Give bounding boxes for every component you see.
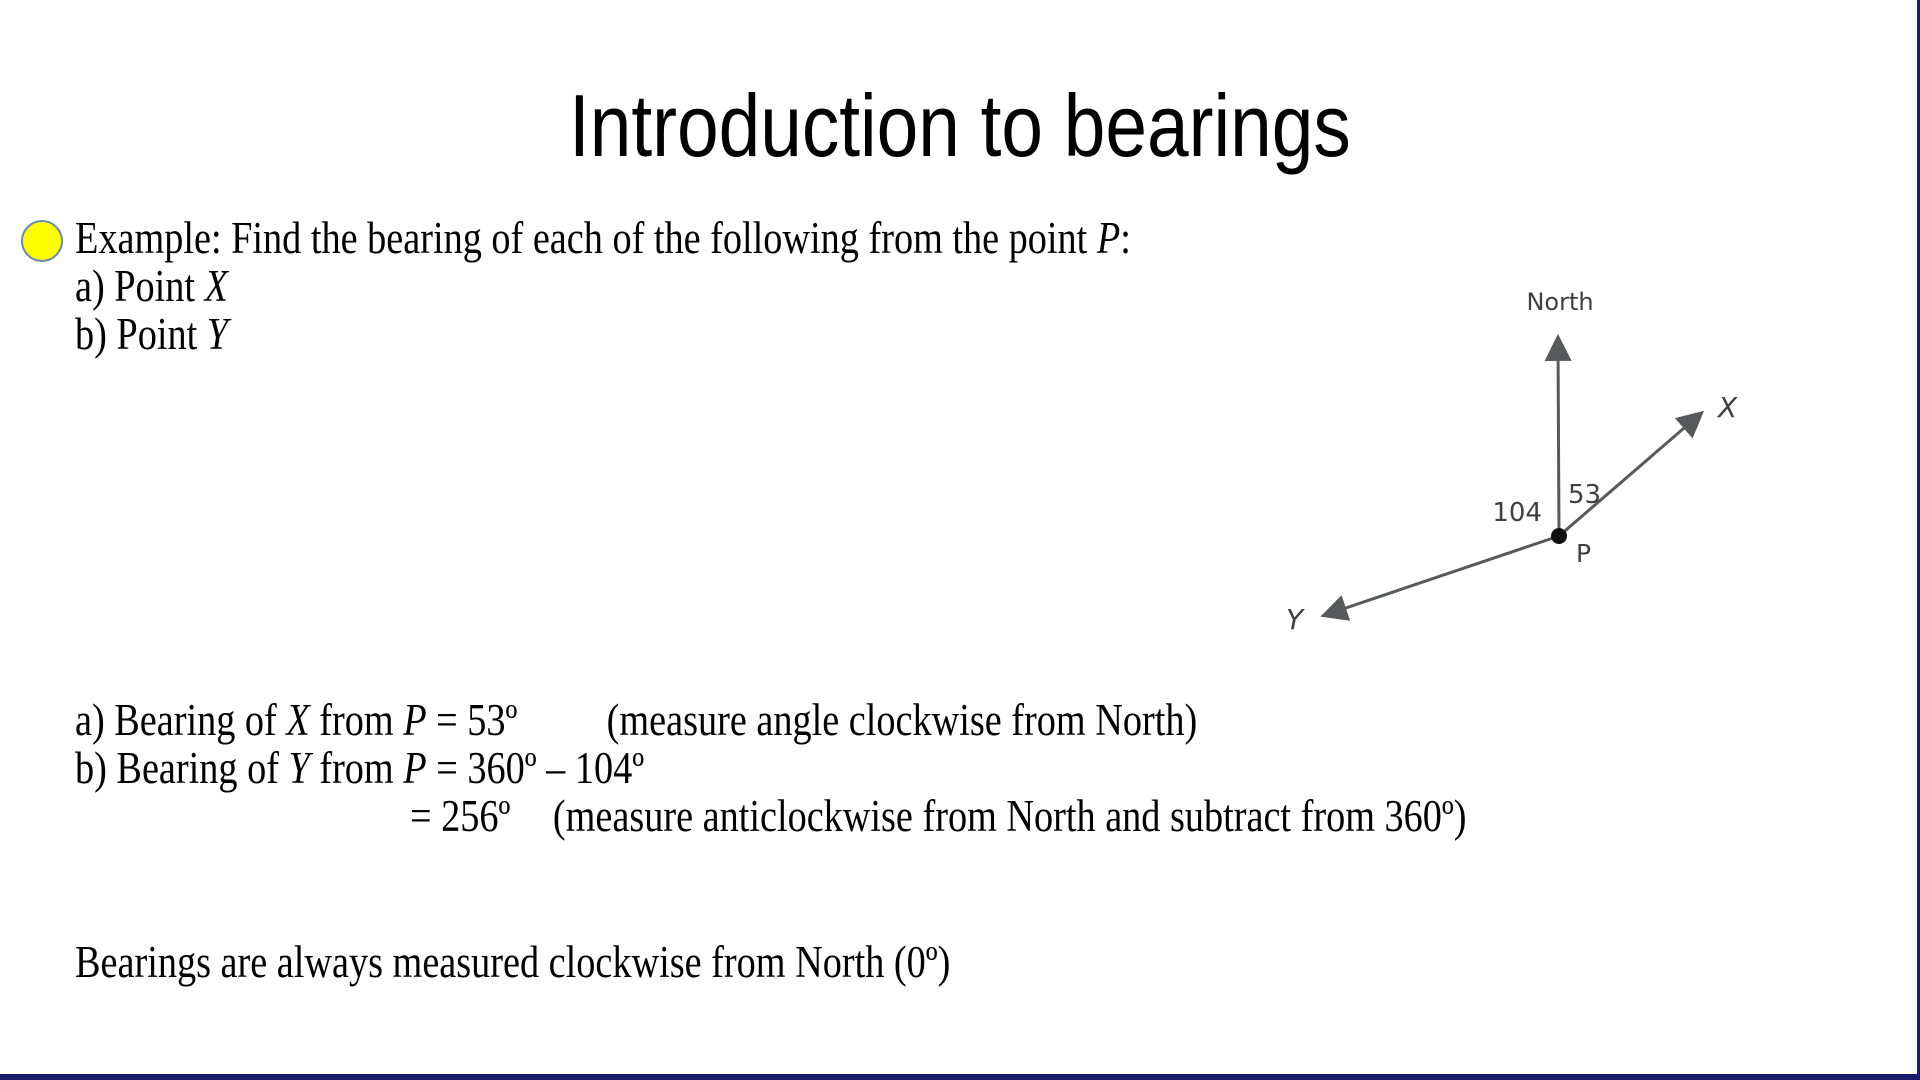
point-p-label: P — [1576, 539, 1592, 568]
x-direction-line — [1559, 416, 1698, 536]
problem-intro-colon: : — [1120, 213, 1131, 263]
point-y-label: Y — [1286, 603, 1304, 636]
bearing-diagram — [1270, 280, 1820, 670]
page-title — [0, 78, 1920, 175]
problem-item-b — [75, 310, 1317, 358]
solution-a-p-symbol: P — [403, 695, 427, 745]
solution-a-text: a) Bearing of — [75, 695, 287, 745]
solution-b-note: (measure anticlockwise from North and subtract from 360º) — [552, 791, 1467, 841]
point-x-symbol: X — [204, 261, 228, 311]
point-p-dot — [1551, 528, 1567, 544]
point-p-symbol: P — [1096, 213, 1121, 263]
solution-a-line — [75, 696, 1653, 744]
solution-b-result-line — [410, 792, 1653, 840]
problem-intro-line — [75, 214, 1317, 262]
solution-a-x-symbol: X — [286, 695, 310, 745]
point-y-symbol: Y — [206, 309, 229, 359]
footer-note-text: Bearings are always measured clockwise from North (0º) — [75, 937, 951, 987]
solution-b-result: = 256º — [410, 791, 511, 841]
problem-block — [75, 214, 1317, 358]
solution-b-p-symbol: P — [403, 743, 427, 793]
footer-note — [75, 938, 1105, 986]
page-title-text: Introduction to bearings — [569, 76, 1351, 175]
solution-b-from: from — [309, 743, 404, 793]
bullet-marker — [21, 220, 63, 262]
y-direction-line — [1328, 536, 1559, 614]
solutions-block — [75, 696, 1653, 840]
solution-b-line — [75, 744, 1653, 792]
north-line — [1558, 342, 1559, 536]
item-b-text: b) Point — [75, 309, 207, 359]
solution-a-note: (measure angle clockwise from North) — [606, 695, 1198, 745]
item-a-text: a) Point — [75, 261, 205, 311]
solution-b-value: = 360º – 104º — [426, 743, 645, 793]
solution-a-value: = 53º — [426, 695, 518, 745]
point-x-label: X — [1718, 391, 1738, 424]
problem-item-a — [75, 262, 1317, 310]
solution-b-text: b) Bearing of — [75, 743, 289, 793]
solution-a-from: from — [309, 695, 404, 745]
solution-b-y-symbol: Y — [288, 743, 310, 793]
bottom-bar — [0, 1074, 1920, 1080]
north-label: North — [1526, 288, 1594, 316]
angle-53-label: 53 — [1568, 480, 1602, 510]
angle-104-label: 104 — [1492, 498, 1542, 528]
problem-intro-text: Example: Find the bearing of each of the following from the point — [75, 213, 1097, 263]
